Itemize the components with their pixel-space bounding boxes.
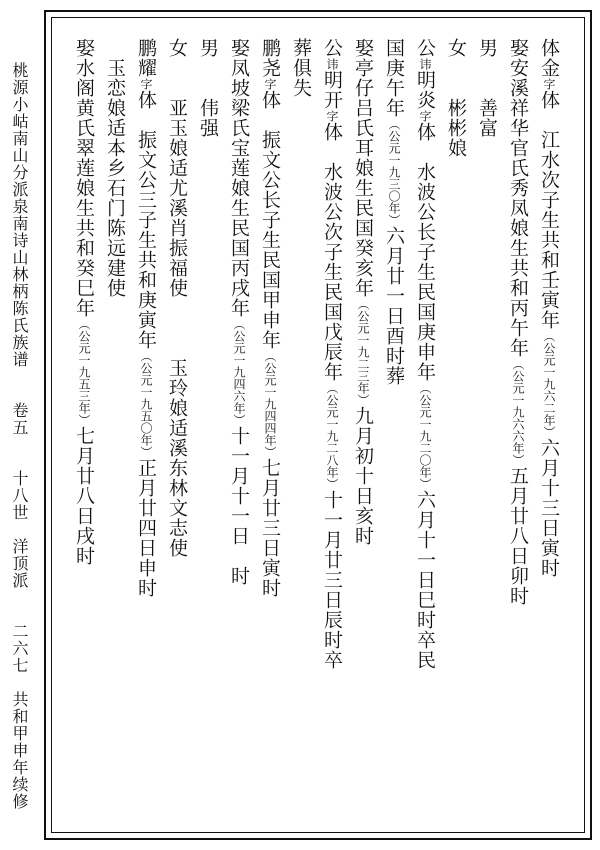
book-title: 桃源小岵南山分派泉南诗山林柄陈氏族谱 [10,62,29,368]
text-column: 葬俱失 [290,38,312,98]
text-column: 体金字体 江水次子生共和壬寅年（公元一九六二年）六月十三日寅时 [538,38,560,578]
text-column: 娶凤坡梁氏宝莲娘生民国丙戌年（公元一九四六年）十一月十一日 时 [228,38,250,586]
text-column: 男 伟强 [197,38,219,138]
text-column: 男 善富 [476,38,498,138]
text-column: 娶亭仔吕氏耳娘生民国癸亥年（公元一九二三年）九月初十日亥时 [352,38,374,546]
margin-header [8,62,30,810]
text-column: 娶安溪祥华官氏秀凤娘生共和丙午年（公元一九六六年）五月廿八日卯时 [507,38,529,606]
volume-label: 卷五 [10,402,29,436]
text-column: 公讳明炎字体 水波公长子生民国庚申年（公元一九二〇年）六月十一日巳时卒民 [414,38,436,670]
text-column: 娶水阁黄氏翠莲娘生共和癸巳年（公元一九五三年）七月廿八日戌时 [73,38,95,566]
generation-label: 十八世 [10,470,29,521]
text-column: 鹏耀字体 振文公三子生共和庚寅年（公元一九五〇年）正月廿四日申时 [135,38,157,598]
text-column: 女 彬彬娘 [445,38,467,158]
page-number: 二六七 [10,623,29,674]
text-column: 公讳明开字体 水波公次子生民国戊辰年（公元一九二八年）十一月廿三日辰时卒 [321,38,343,670]
text-column: 鹏尧字体 振文公长子生民国甲申年（公元一九四四年）七月廿三日寅时 [259,38,281,598]
branch-label: 洋顶派 [10,538,29,589]
text-column: 女 亚玉娘适尤溪肖振福使 玉玲娘适溪东林文志使 [166,38,188,558]
edition-label: 共和甲申年续修 [10,691,29,810]
text-column: 国庚午年（公元一九三〇年）六月廿一日酉时葬 [383,38,405,386]
text-column: 玉恋娘适本乡石门陈远建使 [104,38,126,298]
